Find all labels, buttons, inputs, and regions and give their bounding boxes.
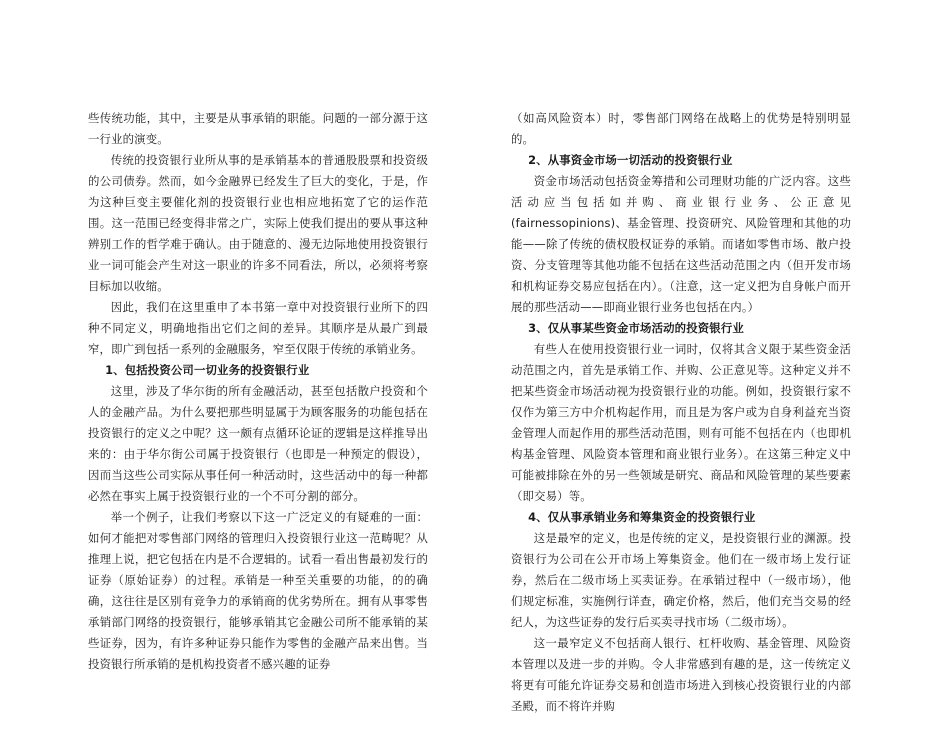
- section-heading-3: 3、仅从事某些资金市场活动的投资银行业: [528, 321, 744, 335]
- left-column: [88, 108, 428, 675]
- paragraph-narrowest-definition: 这是最窄的定义，也是传统的定义，是投资银行业的渊源。投资银行为公司在公开市场上筹集资金。他们在一级市场上发行证券，然后在二级市场上买卖证券。在承销过程中（一级市场），他们规定标准，实施例行详查，确定价格，然后，他们充当交易的经纪人，为这些证券的发行后买卖寻找市场（二级市场）。: [511, 531, 851, 629]
- paragraph-wall-street-activities: 这里，涉及了华尔街的所有金融活动，甚至包括散户投资和个人的金融产品。为什么要把那些明显属于为顾客服务的功能包括在投资银行的定义之中呢？这一颇有点循环论证的逻辑是这样推导出来的：由于华尔街公司属于投资银行（也即是一种预定的假设），因而当这些公司实际从事任何一种活动时，这些活动中的每一种都必然在事实上属于投资银行业的一个不可分割的部分。: [88, 384, 428, 503]
- paragraph-traditional-investment-banking: 传统的投资银行业所从事的是承销基本的普通股股票和投资级的公司债券。然而，如今金融界已经发生了巨大的变化，于是，作为这种巨变主要催化剂的投资银行业也相应地拓宽了它的运作范围。这一范围已经变得非常之广，实际上使我们提出的要从事这种辨别工作的哲学难于确认。由于随意的、漫无边际地使用投资银行业一词可能会产生对这一职业的许多不同看法，所以，必须将考察目标加以收缩。: [88, 153, 428, 293]
- paragraph-narrow-definition-exclusions: 这一最窄定义不包括商人银行、杠杆收购、基金管理、风险资本管理以及进一步的并购。令人非常感到有趣的是，这一传统定义将更有可能允许证券交易和创造市场进入到核心投资银行业的内部圣殿，而不将许并购: [511, 636, 851, 713]
- section-heading-2: 2、从事资金市场一切活动的投资银行业: [528, 153, 733, 167]
- right-column: [511, 108, 851, 717]
- paragraph-continued: 些传统功能，其中，主要是从事承销的职能。问题的一部分源于这一行业的演变。: [88, 111, 428, 146]
- section-heading-1: 1、包括投资公司一切业务的投资银行业: [105, 363, 310, 377]
- paragraph-capital-market-activities: 资金市场活动包括资金筹措和公司理财功能的广泛内容。这些活动应当包括如并购、商业银行业务、公正意见(fairnessopinions)、基金管理、投资研究、风险管理和其他的功能——除了传统的债权股权证券的承销。而诸如零售市场、散户投资、分支管理等其他功能不包括在这些活动范围之内（但开发市场和机构证券交易应包括在内）。（注意，这一定义把为自身帐户而开展的那些活动——即商业银行业务也包括在内。）: [511, 174, 851, 314]
- paragraph-four-definitions: 因此，我们在这里重申了本书第一章中对投资银行业所下的四种不同定义，明确地指出它们之间的差异。其顺序是从最广到最窄，即广到包括一系列的金融服务，窄至仅限于传统的承销业务。: [88, 300, 428, 356]
- paragraph-some-capital-market-activities: 有些人在使用投资银行业一词时，仅将其含义限于某些资金活动范围之内，首先是承销工作、并购、公正意见等。这种定义并不把某些资金市场活动视为投资银行业的功能。例如，投资银行家不仅作为第三方中介机构起作用，而且是为客户或为自身利益充当资金管理人而起作用的那些活动范围，则有可能不包括在内（也即机构基金管理、风险资本管理和商业银行业务）。在这第三种定义中可能被排除在外的另一些领域是研究、商品和风险管理的某些要素（即交易）等。: [511, 342, 851, 503]
- section-heading-4: 4、仅从事承销业务和筹集资金的投资银行业: [528, 510, 756, 524]
- paragraph-continued: （如高风险资本）时，零售部门网络在战略上的优势是特别明显的。: [511, 111, 851, 146]
- paragraph-example-retail-network: 举一个例子，让我们考察以下这一广泛定义的有疑难的一面：如何才能把对零售部门网络的管理归入投资银行业这一范畴呢？从推理上说，把它包括在内是不合逻辑的。试看一看出售最初发行的证券（原始证券）的过程。承销是一种至关重要的功能，的的确确，这往往是区别有竞争力的承销商的优劣势所在。拥有从事零售承销部门网络的投资银行，能够承销其它金融公司所不能承销的某些证券，因为，有许多种证券只能作为零售的金融产品来出售。当投资银行所承销的是机构投资者不感兴趣的证券: [88, 510, 428, 671]
